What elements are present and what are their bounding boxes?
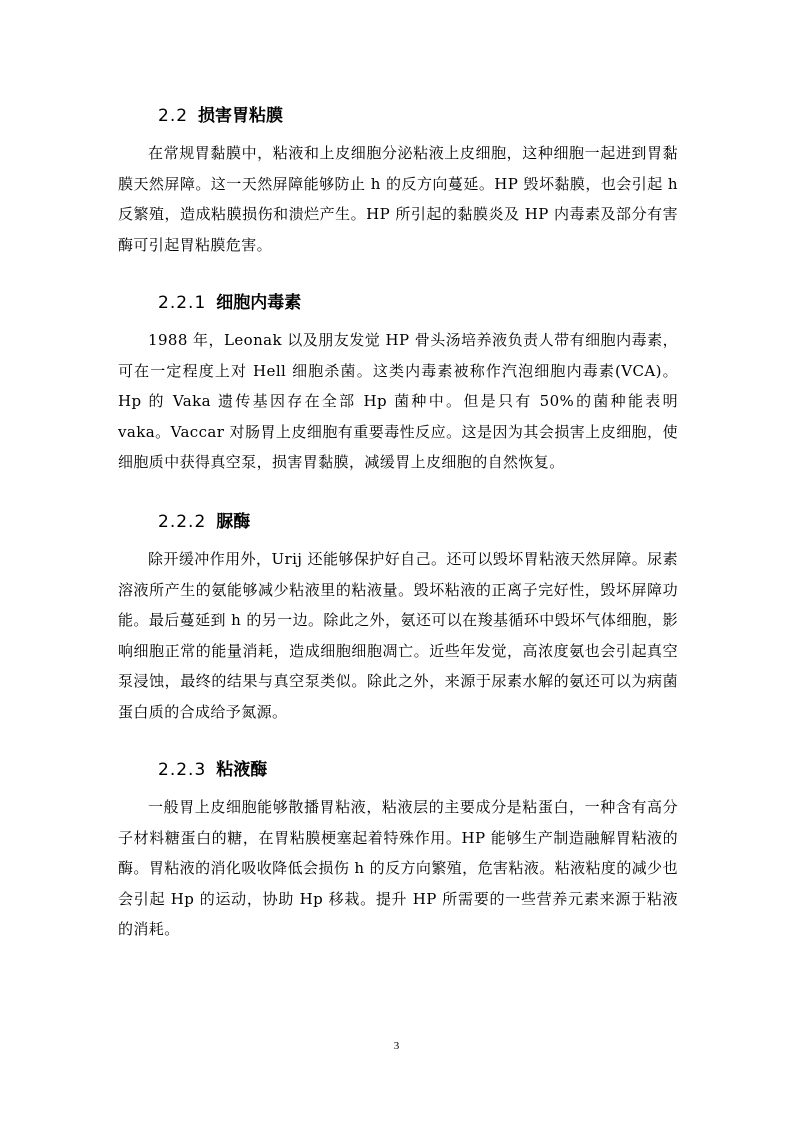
section-paragraph: 在常规胃黏膜中，粘液和上皮细胞分泌粘液上皮细胞，这种细胞一起进到胃黏膜天然屏障。这一天然屏障能够防止 h 的反方向蔓延。HP 毁坏黏膜，也会引起 h 反繁殖，造成粘膜损伤和溃烂产生。HP 所引起的黏膜炎及 HP 内毒素及部分有害酶可引起胃粘膜危害。: [118, 144, 678, 254]
section-title: 脲酶: [216, 512, 251, 532]
section-title: 损害胃粘膜: [198, 106, 284, 126]
section-heading: [118, 289, 678, 317]
section-number: 2.2.2: [158, 512, 207, 532]
section-2-2-2: [118, 508, 678, 728]
section-title: 粘液酶: [216, 760, 268, 780]
section-number: 2.2.3: [158, 760, 207, 780]
page-number: 3: [393, 1040, 400, 1052]
section-2-2-1: [118, 289, 678, 478]
section-paragraph: 一般胃上皮细胞能够散播胃粘液，粘液层的主要成分是粘蛋白，一种含有高分子材料糖蛋白的糖，在胃粘膜梗塞起着特殊作用。HP 能够生产制造融解胃粘液的酶。胃粘液的消化吸收降低会损伤 h 的反方向繁殖，危害粘液。粘液粘度的减少也会引起 Hp 的运动，协助 Hp 移栽。提升 HP 所需要的一些营养元素来源于粘液的消耗。: [118, 798, 678, 939]
section-paragraph: 1988 年，Leonak 以及朋友发觉 HP 骨头汤培养液负责人带有细胞内毒素，可在一定程度上对 Hell 细胞杀菌。这类内毒素被称作汽泡细胞内毒素(VCA)。Hp 的 Vaka 遗传基因存在全部 Hp 菌种中。但是只有 50%的菌种能表明 vaka。Vaccar 对肠胃上皮细胞有重要毒性反应。这是因为其会损害上皮细胞，使细胞质中获得真空泵，损害胃黏膜，减缓胃上皮细胞的自然恢复。: [118, 331, 678, 472]
section-2-2-3: [118, 756, 678, 945]
section-2-2: [118, 102, 678, 260]
section-paragraph: 除开缓冲作用外，Urij 还能够保护好自己。还可以毁坏胃粘液天然屏障。尿素溶液所产生的氨能够减少粘液里的粘液量。毁坏粘液的正离子完好性，毁坏屏障功能。最后蔓延到 h 的另一边。除此之外，氨还可以在羧基循环中毁坏气体细胞，影响细胞正常的能量消耗，造成细胞细胞凋亡。近些年发觉，高浓度氨也会引起真空泵浸蚀，最终的结果与真空泵类似。除此之外，来源于尿素水解的氨还可以为病菌蛋白质的合成给予氮源。: [118, 550, 678, 721]
section-heading: [118, 508, 678, 536]
section-heading: [118, 756, 678, 784]
section-title: 细胞内毒素: [216, 293, 302, 313]
section-heading: [118, 102, 678, 130]
section-number: 2.2: [158, 106, 189, 126]
section-number: 2.2.1: [158, 293, 207, 313]
